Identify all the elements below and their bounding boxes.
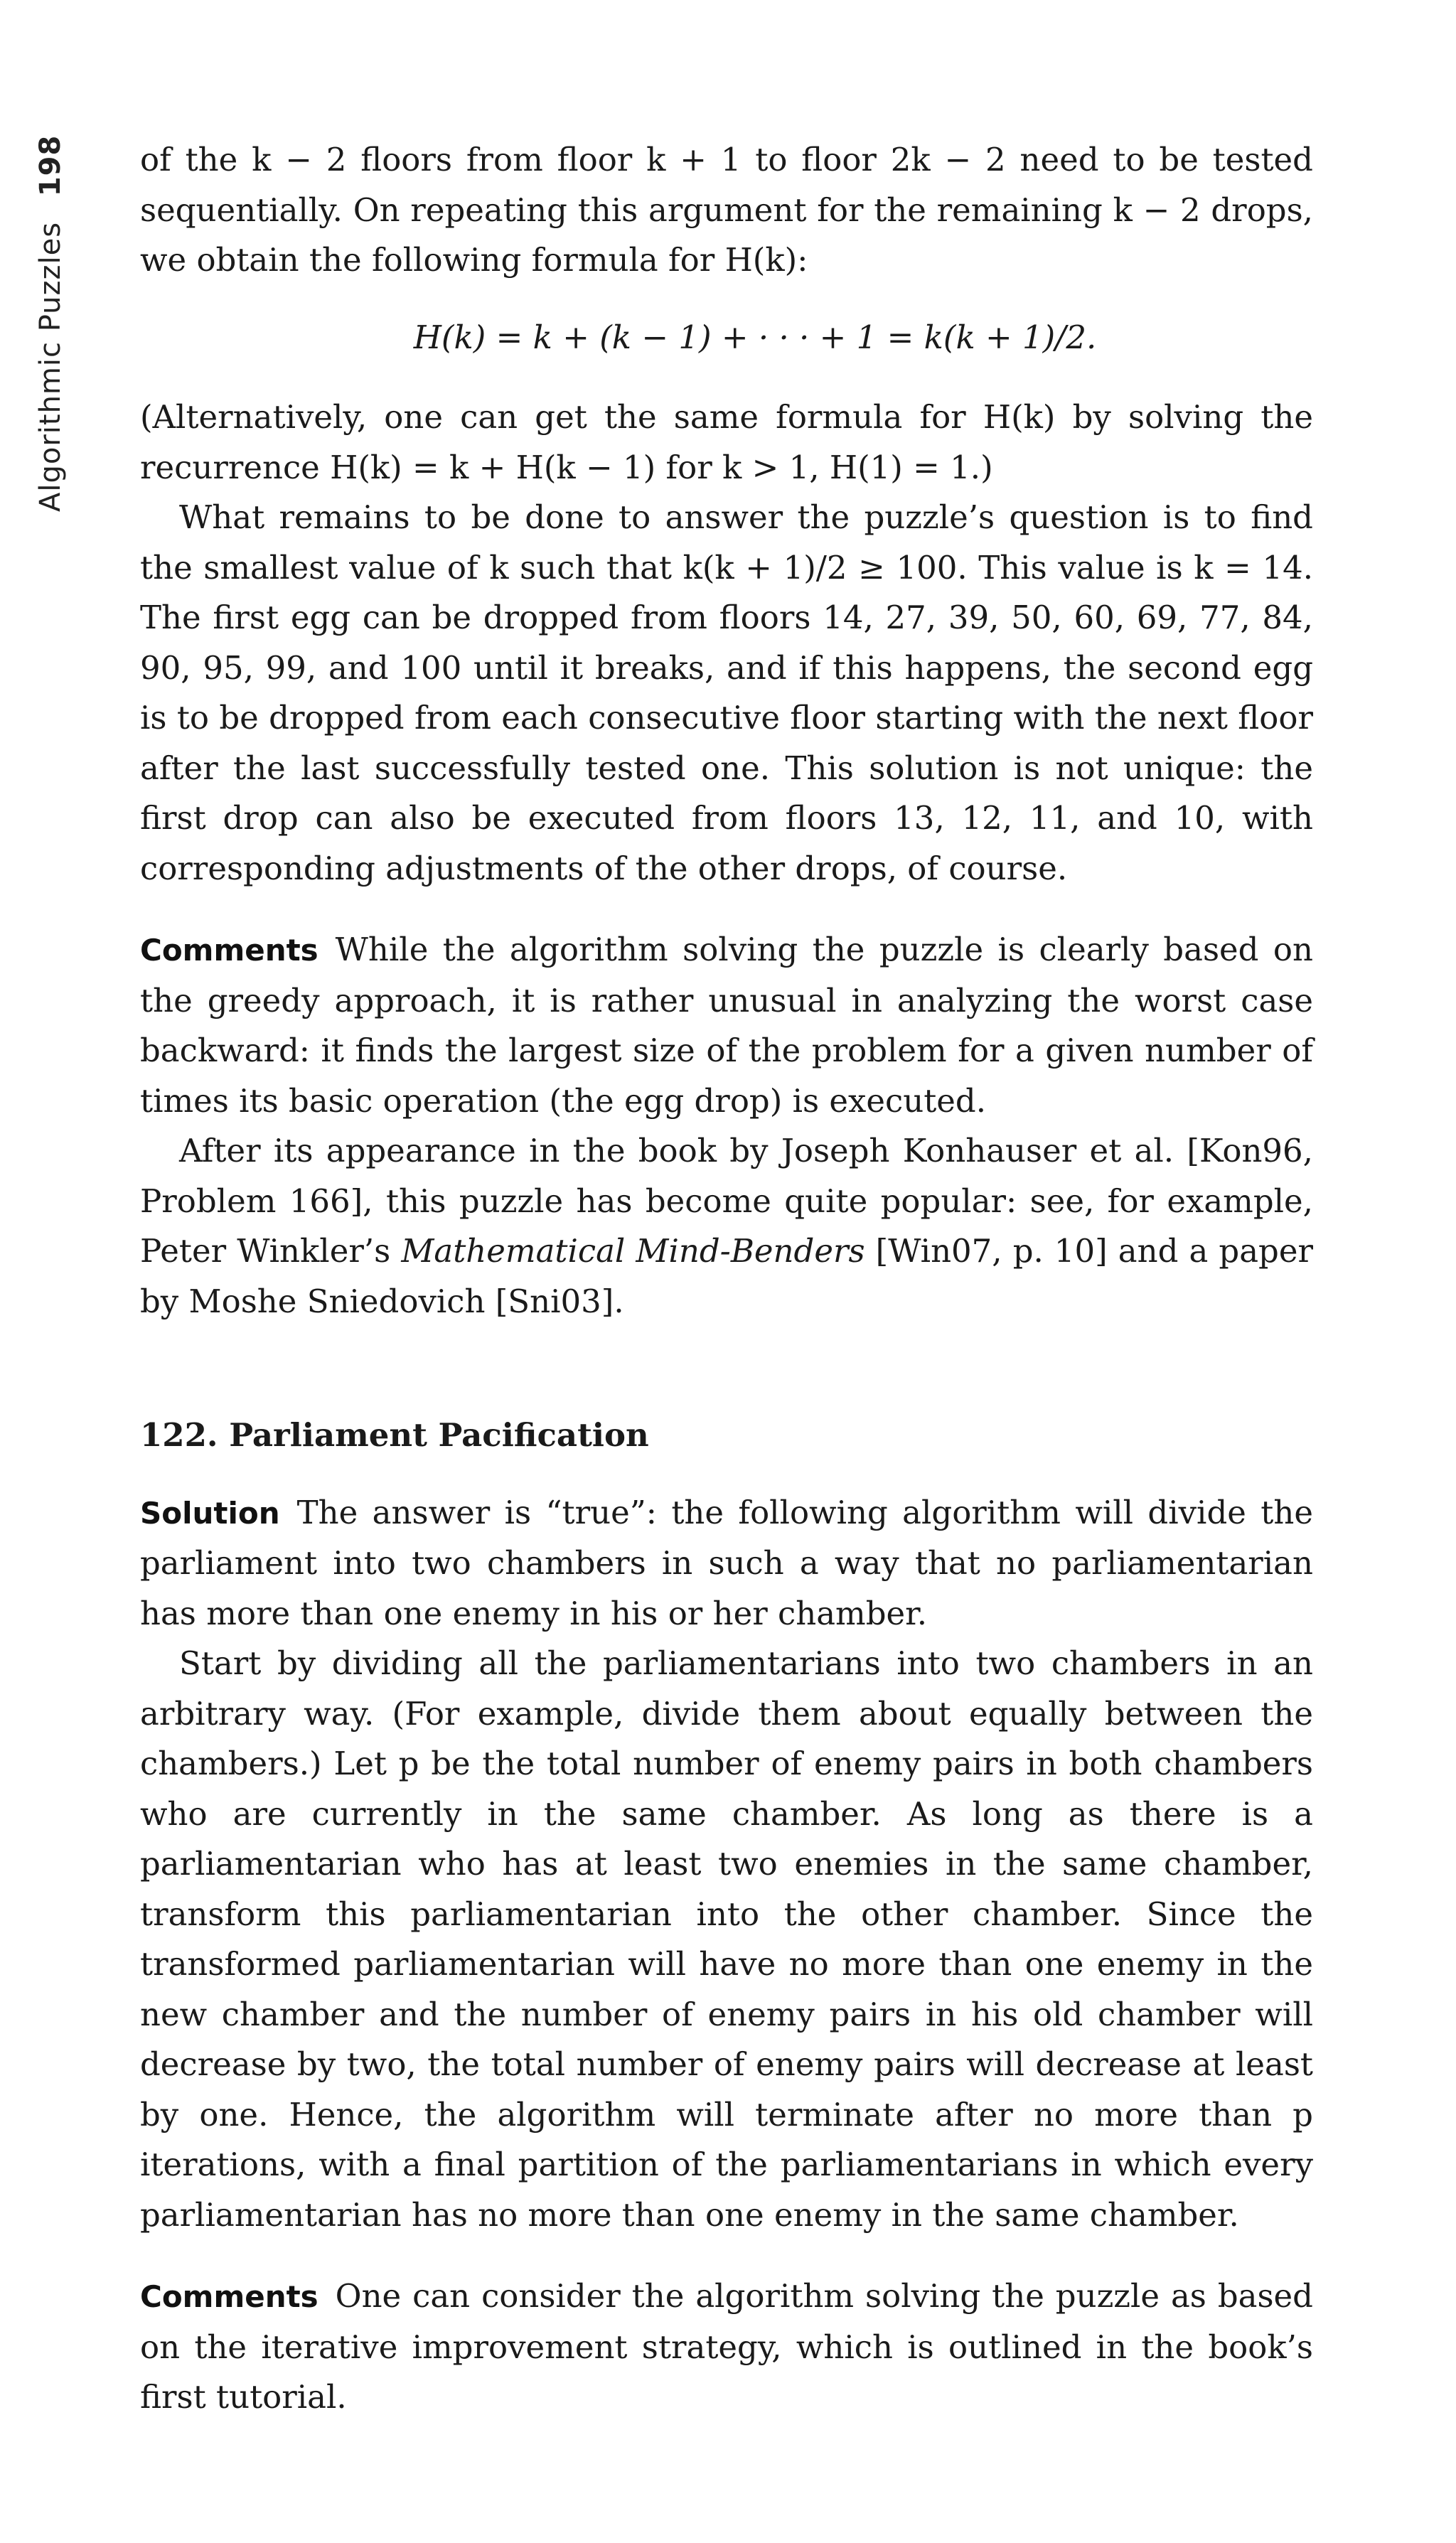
comments-label-2: Comments — [140, 2279, 318, 2314]
comments-label: Comments — [140, 933, 318, 968]
display-formula: H(k) = k + (k − 1) + · · · + 1 = k(k + 1)/2. — [413, 318, 1097, 356]
page-number: 198 — [34, 134, 67, 197]
book-title: Mathematical Mind-Benders — [401, 1232, 865, 1270]
comments-paragraph-2 — [140, 2271, 1313, 2423]
comments-paragraph-1 — [140, 925, 1313, 1126]
references-text-start: After its appearance in the book by Joseph Konhauser et al. [Kon96, Problem 166], this puzzle has become quite popular: see, for example, Peter Winkler’s — [140, 1132, 1313, 1270]
running-head-title: Algorithmic Puzzles — [34, 221, 67, 512]
solution-label: Solution — [140, 1495, 280, 1531]
references-text-end: [Win07, p. 10] and a paper by Moshe Sniedovich [Sni03]. — [140, 1232, 1313, 1320]
comments-text: While the algorithm solving the puzzle is clearly based on the greedy approach, it is rather unusual in analyzing the worst case backward: it finds the largest size of the problem for a given number of times its basic operation (the egg drop) is executed. — [140, 931, 1313, 1120]
section-title: 122. Parliament Pacification — [140, 1416, 649, 1454]
paragraph-smallest-k: What remains to be done to answer the puzzle’s question is to find the smallest value of k such that k(k + 1)/2 ≥ 100. This value is k = 14. The first egg can be dropped from floors 14, 27, 39, 50, 60, 69, 77, 84, 90, 95, 99, and 100 until it breaks, and if this happens, the second egg is to be dropped from each consecutive floor starting with the next floor after the last successfully tested one. This solution is not unique: the first drop can also be executed from floors 13, 12, 11, and 10, with corresponding adjustments of the other drops, of course. — [140, 498, 1313, 887]
paragraph-continuation: of the k − 2 floors from floor k + 1 to floor 2k − 2 need to be tested sequentially. On repeating this argument for the remaining k − 2 drops, we obtain the following formula for H(k): — [140, 141, 1313, 279]
page-body — [140, 135, 1313, 2423]
paragraph-references — [140, 1126, 1313, 1327]
solution-text: The answer is “true”: the following algorithm will divide the parliament into two chambers in such a way that no parliamentarian has more than one enemy in his or her chamber. — [140, 1493, 1313, 1632]
running-head — [34, 135, 67, 512]
paragraph-algorithm: Start by dividing all the parliamentarians into two chambers in an arbitrary way. (For example, divide them about equally between the chambers.) Let p be the total number of enemy pairs in both chambers who are currently in the same chamber. As long as there is a parliamentarian who has at least two enemies in the same chamber, transform this parliamentarian into the other chamber. Since the transformed parliamentarian will have no more than one enemy in the new chamber and the number of enemy pairs in his old chamber will decrease by two, the total number of enemy pairs will decrease at least by one. Hence, the algorithm will terminate after no more than p iterations, with a final partition of the parliamentarians in which every parliamentarian has no more than one enemy in the same chamber. — [140, 1644, 1313, 2234]
comments-text-2: One can consider the algorithm solving the puzzle as based on the iterative improvement strategy, which is outlined in the book’s first tutorial. — [140, 2277, 1313, 2416]
solution-paragraph — [140, 1488, 1313, 1639]
paragraph-alternative: (Alternatively, one can get the same formula for H(k) by solving the recurrence H(k) = k + H(k − 1) for k > 1, H(1) = 1.) — [140, 398, 1313, 486]
